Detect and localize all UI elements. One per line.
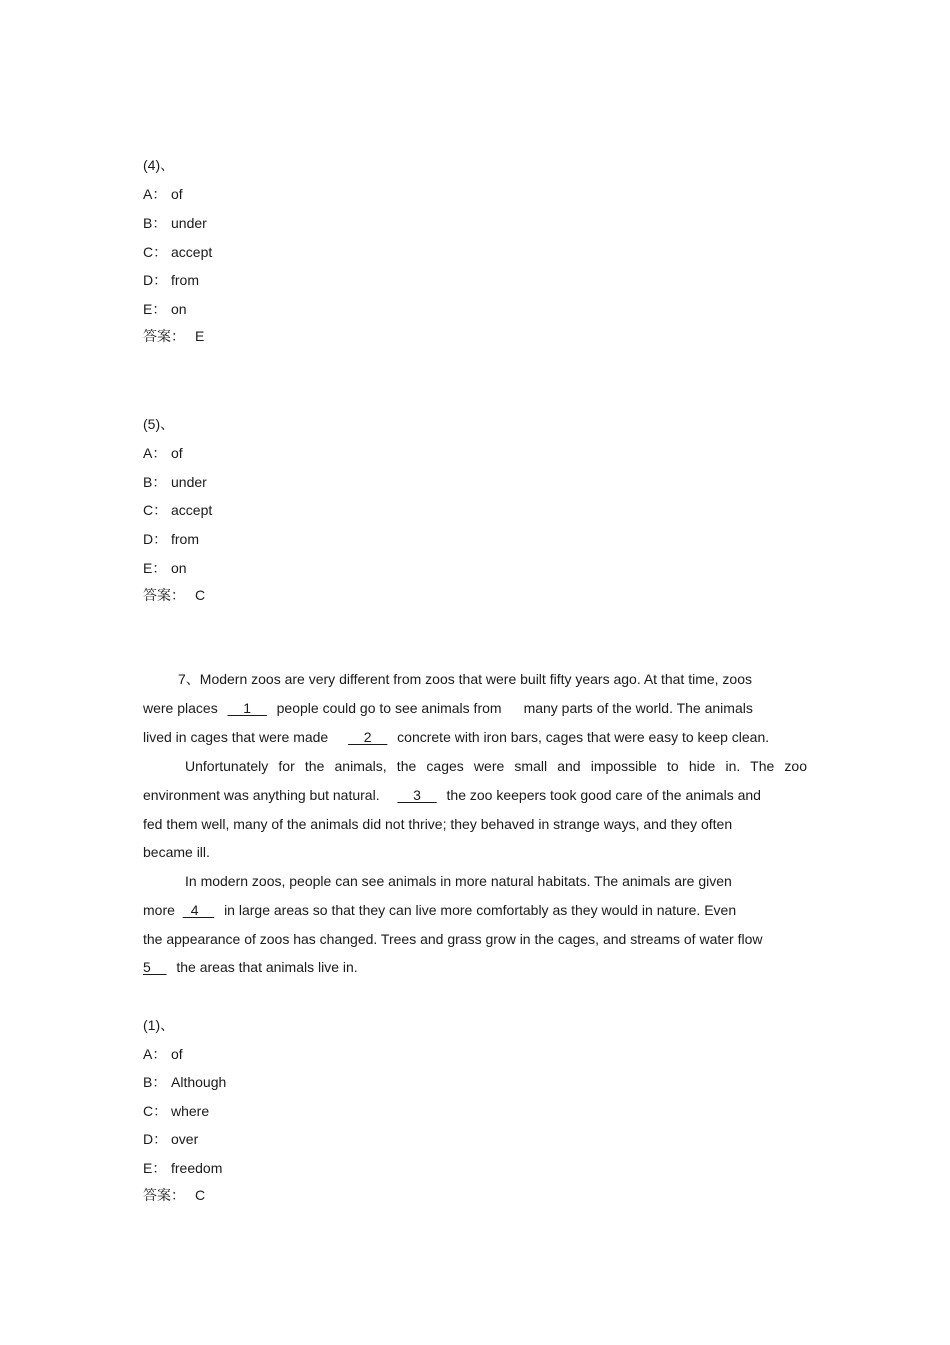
option-text: where	[171, 1103, 210, 1119]
question-label: (4)、	[143, 157, 175, 173]
blank-1: __1__	[227, 700, 267, 716]
passage-text: concrete with iron bars, cages that were easy to keep clean.	[397, 729, 770, 745]
answer-label: 答案：	[143, 587, 185, 603]
passage-line: fed them well, many of the animals did not thrive; they behaved in strange ways, and they often	[143, 816, 733, 832]
passage-text: people could go to see animals from	[276, 700, 502, 716]
passage-line: Unfortunately for the animals, the cages were small and impossible to hide in. The zoo	[185, 758, 807, 774]
option-text: Although	[171, 1074, 227, 1090]
passage-line	[143, 699, 753, 717]
option-text: under	[171, 474, 207, 490]
option-key: C：	[143, 244, 168, 260]
option-c	[143, 501, 212, 519]
option-text: accept	[171, 502, 213, 518]
passage-line	[143, 786, 761, 804]
option-text: of	[171, 445, 183, 461]
blank-5: 5__	[143, 959, 167, 975]
option-key: A：	[143, 1046, 167, 1062]
passage-text: lived in cages that were made	[143, 729, 329, 745]
answer-line	[143, 327, 204, 345]
option-d	[143, 1130, 198, 1148]
answer-value: C	[195, 1187, 206, 1203]
option-key: A：	[143, 445, 167, 461]
option-b	[143, 1073, 226, 1091]
answer-line	[143, 1186, 205, 1204]
option-text: from	[171, 272, 199, 288]
option-key: D：	[143, 272, 168, 288]
passage-line: In modern zoos, people can see animals in more natural habitats. The animals are given	[185, 873, 732, 889]
passage-line	[143, 958, 358, 976]
passage-line: the appearance of zoos has changed. Trees and grass grow in the cages, and streams of water flow	[143, 931, 763, 947]
passage-text: were places	[143, 700, 218, 716]
option-a	[143, 185, 183, 203]
option-text: on	[171, 560, 187, 576]
blank-3: __3__	[397, 787, 437, 803]
option-key: E：	[143, 301, 167, 317]
option-key: D：	[143, 531, 168, 547]
option-text: of	[171, 186, 183, 202]
answer-line	[143, 586, 205, 604]
option-e	[143, 559, 187, 577]
option-c	[143, 243, 212, 261]
option-key: B：	[143, 1074, 167, 1090]
option-b	[143, 214, 207, 232]
option-text: on	[171, 301, 187, 317]
option-key: C：	[143, 502, 168, 518]
passage-text: the zoo keepers took good care of the animals and	[446, 787, 761, 803]
option-text: accept	[171, 244, 213, 260]
option-c	[143, 1102, 209, 1120]
option-d	[143, 530, 199, 548]
answer-value: C	[195, 587, 206, 603]
passage-line	[143, 728, 769, 746]
passage-text: many parts of the world. The animals	[523, 700, 753, 716]
answer-label: 答案：	[143, 328, 185, 344]
option-text: freedom	[171, 1160, 223, 1176]
option-key: E：	[143, 560, 167, 576]
answer-label: 答案：	[143, 1187, 185, 1203]
option-text: of	[171, 1046, 183, 1062]
blank-4: _4__	[182, 902, 215, 918]
option-e	[143, 1159, 222, 1177]
passage-text: in large areas so that they can live more comfortably as they would in nature. Even	[224, 902, 737, 918]
question-label: (1)、	[143, 1017, 175, 1033]
option-a	[143, 444, 183, 462]
option-key: B：	[143, 474, 167, 490]
answer-value: E	[195, 328, 205, 344]
option-key: E：	[143, 1160, 167, 1176]
option-e	[143, 300, 187, 318]
option-text: from	[171, 531, 199, 547]
blank-2: __2__	[348, 729, 388, 745]
option-key: A：	[143, 186, 167, 202]
option-a	[143, 1045, 183, 1063]
option-key: D：	[143, 1131, 168, 1147]
question-label: (5)、	[143, 416, 175, 432]
option-text: under	[171, 215, 207, 231]
passage-text: environment was anything but natural.	[143, 787, 380, 803]
option-key: C：	[143, 1103, 168, 1119]
passage-line: 7、Modern zoos are very different from zoos that were built fifty years ago. At that time, zoos	[178, 671, 753, 687]
option-key: B：	[143, 215, 167, 231]
option-text: over	[171, 1131, 199, 1147]
option-d	[143, 271, 199, 289]
passage-text: the areas that animals live in.	[176, 959, 358, 975]
passage-line: became ill.	[143, 844, 210, 860]
option-b	[143, 473, 207, 491]
passage-text: more	[143, 902, 175, 918]
passage-line	[143, 901, 736, 919]
